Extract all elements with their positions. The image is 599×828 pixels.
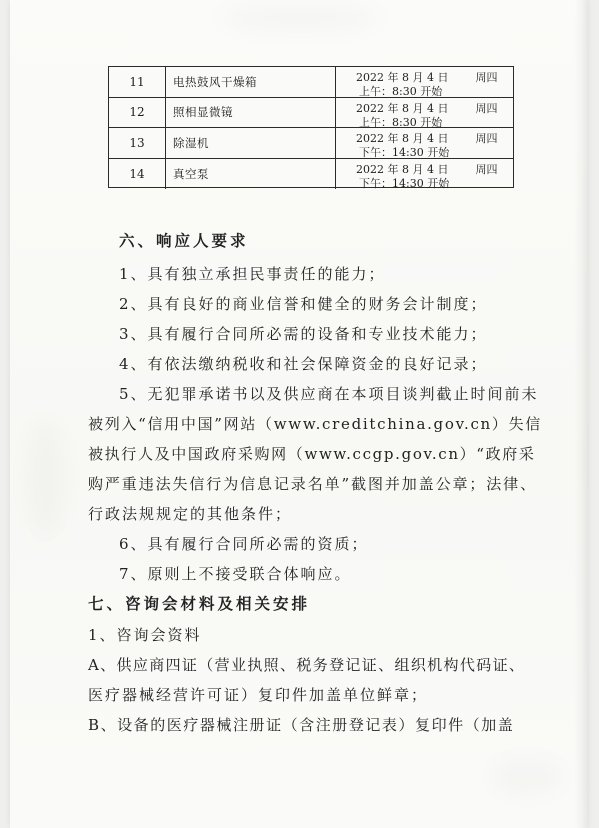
section-seven-title: 七、咨询会材料及相关安排 (88, 594, 311, 613)
section-six-title: 六、响应人要求 (119, 231, 249, 250)
requirement-item: 2、具有良好的商业信誉和健全的财务会计制度； (119, 295, 488, 313)
table-cell-name: 照相显微镜 (166, 98, 336, 128)
table-row (109, 98, 513, 129)
paper-smudge (26, 420, 66, 540)
consultation-item: B、设备的医疗器械注册证（含注册登记表）复印件（加盖 (88, 716, 515, 734)
requirement-item: 3、具有履行合同所必需的设备和专业技术能力； (119, 325, 488, 343)
table-cell-start-time: 下午：14:30 开始 (359, 176, 450, 190)
table-cell-number: 14 (109, 159, 166, 190)
consultation-item: 1、咨询会资料 (88, 626, 202, 644)
table-cell-weekday: 周四 (475, 162, 498, 176)
table-cell-time (336, 98, 515, 128)
table-cell-number: 11 (109, 67, 166, 97)
table-cell-time (336, 67, 515, 97)
table-cell-number: 12 (109, 98, 166, 128)
requirement-item: 1、具有独立承担民事责任的能力； (119, 265, 386, 283)
table-cell-weekday: 周四 (475, 101, 498, 115)
requirement-item-continued: 购严重违法失信行为信息记录名单”截图并加盖公章；法律、 (88, 475, 537, 493)
consultation-item: A、供应商四证（营业执照、税务登记证、组织机构代码证、 (88, 656, 526, 674)
schedule-table (108, 66, 514, 188)
requirement-item: 7、原则上不接受联合体响应。 (119, 565, 352, 583)
table-cell-number: 13 (109, 128, 166, 158)
table-cell-time (336, 128, 515, 158)
document-page (10, 0, 588, 828)
table-cell-weekday: 周四 (475, 132, 498, 145)
table-cell-weekday: 周四 (475, 71, 498, 84)
table-row (109, 159, 513, 190)
table-cell-date: 2022 年 8 月 4 日 (356, 101, 449, 115)
table-cell-start-time: 上午：8:30 开始 (359, 115, 443, 129)
requirement-item-continued: 被列入“信用中国”网站（www.creditchina.gov.cn）失信 (88, 415, 543, 433)
requirement-item-continued: 行政法规规定的其他条件； (88, 505, 293, 523)
paper-smudge (220, 5, 380, 31)
table-cell-start-time: 上午：8:30 开始 (359, 85, 443, 98)
page-edge-shadow (574, 0, 588, 828)
paper-smudge (492, 760, 562, 794)
table-cell-date: 2022 年 8 月 4 日 (356, 132, 449, 145)
table-cell-date: 2022 年 8 月 4 日 (356, 162, 449, 176)
table-row (109, 128, 513, 159)
requirement-item-continued: 被执行人及中国政府采购网（www.ccgp.gov.cn）“政府采 (88, 445, 536, 463)
consultation-item: 医疗器械经营许可证）复印件加盖单位鲜章； (88, 686, 429, 704)
requirement-item: 6、具有履行合同所必需的资质； (119, 535, 369, 553)
table-cell-name: 真空泵 (166, 159, 336, 190)
table-cell-date: 2022 年 8 月 4 日 (356, 71, 449, 84)
table-cell-start-time: 下午：14:30 开始 (359, 146, 450, 159)
table-cell-time (336, 159, 515, 190)
table-cell-name: 除湿机 (166, 128, 336, 158)
requirement-item: 4、有依法缴纳税收和社会保障资金的良好记录； (119, 355, 488, 373)
requirement-item: 5、无犯罪承诺书以及供应商在本项目谈判截止时间前未 (119, 385, 539, 403)
table-cell-name: 电热鼓风干燥箱 (166, 67, 336, 97)
table-row (109, 67, 513, 98)
